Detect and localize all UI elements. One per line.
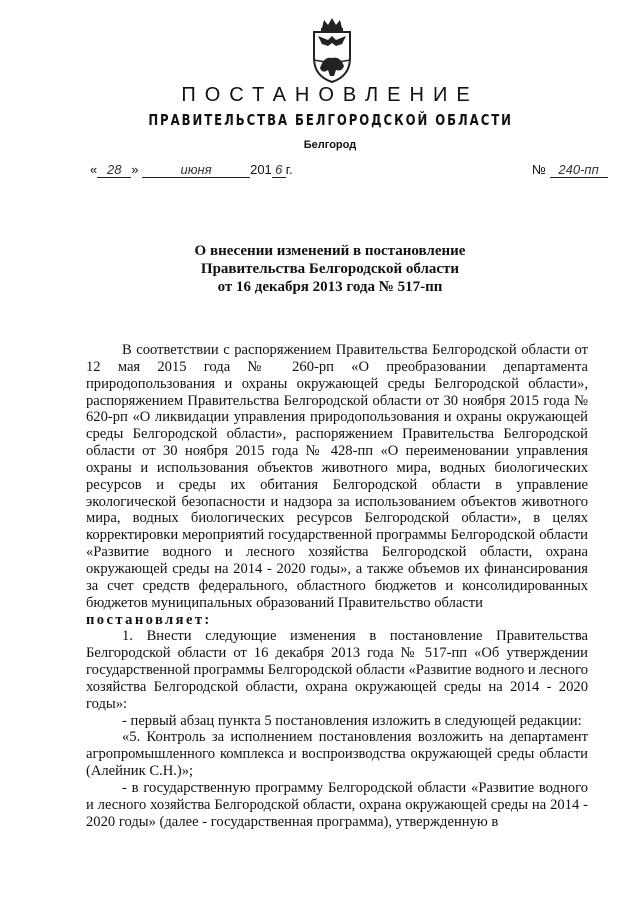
city-name: Белгород bbox=[303, 139, 357, 151]
date-open-quote: « bbox=[90, 162, 98, 177]
heading-line-1: О внесении изменений в постановление bbox=[194, 243, 466, 259]
date-year-suffix: 6 bbox=[272, 162, 286, 178]
resolves-line bbox=[86, 612, 588, 629]
document-number bbox=[532, 162, 608, 178]
document-heading bbox=[0, 242, 640, 296]
body-paragraph-4: «5. Контроль за исполнением постановления возложить на департамент агропромышленного комплекса и воспроизводства окружающей среды области (Алейник С.Н.)»; bbox=[86, 729, 588, 780]
date-year-prefix: 201 bbox=[250, 162, 272, 177]
preamble-text: В соответствии с распоряжением Правительства Белгородской области от 12 мая 2015 года № 260-рп «О преобразовании департамента природопользования и охраны окружающей среды Белгородской области», распоряжением Правительства Белгородской области от 30 ноября 2015 года № 620-рп «О ликвидации управления природопользования и охраны окружающей среды Белгородской области», распоряжением Правительства Белгородской области от 30 ноября 2015 года № 428-пп «О переименовании управления охраны и использования объектов животного мира, водных биологических ресурсов и среды их обитания Белгородской области в управление экологической безопасности и надзора за использованием объектов животного мира, водных биологических ресурсов Белгородской области», в целях корректировки мероприятий государственной программы Белгородской области «Развитие водного и лесного хозяйства Белгородской области, охрана окружающей среды на 2014 - 2020 годы», а также объемов их финансирования за счет средств федерального, областного бюджетов и консолидированных бюджетов муниципальных образований Правительство области bbox=[86, 342, 588, 611]
body-paragraph-5: - в государственную программу Белгородской области «Развитие водного и лесного хозяйства Белгородской области, охрана окружающей среды на 2014 - 2020 годы» (далее - государственная программа), утвержденную в bbox=[86, 779, 588, 830]
document-type-title: ПОСТАНОВЛЕНИЕ bbox=[181, 84, 479, 106]
heading-line-3: от 16 декабря 2013 года № 517-пп bbox=[217, 279, 443, 295]
body-paragraph-3: - первый абзац пункта 5 постановления изложить в следующей редакции: bbox=[122, 712, 582, 729]
heading-line-2: Правительства Белгородской области bbox=[200, 261, 460, 277]
resolves-word: постановляет: bbox=[86, 611, 212, 628]
document-body bbox=[86, 342, 588, 830]
number-label: № bbox=[532, 162, 546, 177]
body-paragraph-2: 1. Внести следующие изменения в постановление Правительства Белгородской области от 16 декабря 2013 года № 517-пп «Об утверждении государственной программы Белгородской области «Развитие водного и лесного хозяйства Белгородской области, охрана окружающей среды на 2014 - 2020 годы»: bbox=[86, 628, 588, 712]
date-month: июня bbox=[142, 162, 250, 178]
date-close-quote: » bbox=[131, 162, 139, 177]
date-year-unit: г. bbox=[285, 162, 293, 177]
document-date bbox=[90, 162, 293, 178]
body-paragraph-1 bbox=[86, 342, 588, 612]
belgorod-coat-of-arms-icon bbox=[300, 16, 364, 84]
number-value: 240-пп bbox=[550, 162, 608, 178]
issuing-authority: ПРАВИТЕЛЬСТВА БЕЛГОРОДСКОЙ ОБЛАСТИ bbox=[148, 111, 513, 129]
date-day: 28 bbox=[97, 162, 131, 178]
